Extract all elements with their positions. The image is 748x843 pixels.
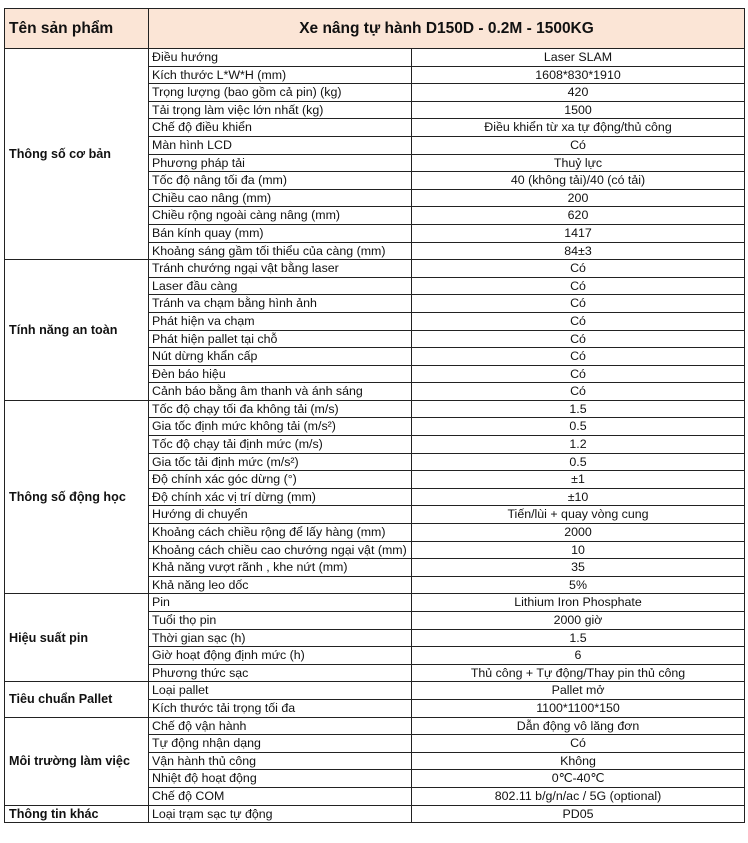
group-label: Tiêu chuẩn Pallet [5,682,149,717]
spec-parameter: Tốc độ chạy tải định mức (m/s) [149,436,412,454]
group-label: Hiệu suất pin [5,594,149,682]
header-row [5,9,745,49]
spec-value: 2000 [412,524,745,542]
spec-value: Tiến/lùi + quay vòng cung [412,506,745,524]
spec-parameter: Tránh chướng ngại vật bằng laser [149,260,412,278]
spec-value: PD05 [412,805,745,823]
spec-parameter: Phát hiện va chạm [149,312,412,330]
spec-parameter: Tự động nhận dạng [149,735,412,753]
spec-value: Có [412,312,745,330]
spec-parameter: Chế độ COM [149,787,412,805]
spec-parameter: Thời gian sạc (h) [149,629,412,647]
group-label: Thông số động học [5,400,149,594]
spec-parameter: Loại pallet [149,682,412,700]
spec-parameter: Kích thước tải trọng tối đa [149,699,412,717]
spec-value: 2000 giờ [412,612,745,630]
table-row [5,805,745,823]
spec-value: Có [412,348,745,366]
spec-parameter: Chế độ vận hành [149,717,412,735]
product-title: Xe nâng tự hành D150D - 0.2M - 1500KG [149,9,745,49]
spec-value: Laser SLAM [412,49,745,67]
spec-value: Có [412,277,745,295]
spec-value: 1608*830*1910 [412,66,745,84]
spec-parameter: Tốc độ chạy tối đa không tải (m/s) [149,400,412,418]
spec-parameter: Gia tốc định mức không tải (m/s²) [149,418,412,436]
spec-value: Thuỷ lực [412,154,745,172]
spec-parameter: Khoảng cách chiều rộng để lấy hàng (mm) [149,524,412,542]
spec-parameter: Tốc độ nâng tối đa (mm) [149,172,412,190]
spec-value: Có [412,330,745,348]
spec-value: 35 [412,559,745,577]
spec-value: 0℃-40℃ [412,770,745,788]
spec-parameter: Loại trạm sạc tự động [149,805,412,823]
spec-value: 420 [412,84,745,102]
spec-value: Có [412,365,745,383]
spec-value: 802.11 b/g/n/ac / 5G (optional) [412,787,745,805]
spec-parameter: Khả năng vượt rãnh , khe nứt (mm) [149,559,412,577]
spec-parameter: Chiều cao nâng (mm) [149,189,412,207]
spec-parameter: Tải trọng làm việc lớn nhất (kg) [149,101,412,119]
spec-parameter: Laser đầu càng [149,277,412,295]
spec-parameter: Chế độ điều khiển [149,119,412,137]
spec-value: 40 (không tải)/40 (có tải) [412,172,745,190]
spec-table [4,8,745,823]
spec-value: Không [412,752,745,770]
spec-parameter: Chiều rộng ngoài càng nâng (mm) [149,207,412,225]
group-label: Thông tin khác [5,805,149,823]
spec-value: Thủ công + Tự động/Thay pin thủ công [412,664,745,682]
spec-value: Điều khiển từ xa tự động/thủ công [412,119,745,137]
spec-parameter: Tránh va chạm bằng hình ảnh [149,295,412,313]
spec-value: 1417 [412,224,745,242]
spec-parameter: Pin [149,594,412,612]
spec-value: Lithium Iron Phosphate [412,594,745,612]
spec-parameter: Giờ hoạt động định mức (h) [149,647,412,665]
spec-value: 84±3 [412,242,745,260]
spec-value: 1.2 [412,436,745,454]
spec-parameter: Bán kính quay (mm) [149,224,412,242]
spec-value: 5% [412,576,745,594]
spec-value: 620 [412,207,745,225]
spec-parameter: Kích thước L*W*H (mm) [149,66,412,84]
spec-body [5,49,745,823]
table-row [5,594,745,612]
spec-value: 200 [412,189,745,207]
spec-parameter: Độ chính xác góc dừng (°) [149,471,412,489]
spec-value: Pallet mở [412,682,745,700]
table-row [5,49,745,67]
spec-parameter: Phát hiện pallet tại chỗ [149,330,412,348]
spec-value: Có [412,383,745,401]
spec-value: Có [412,735,745,753]
spec-parameter: Phương pháp tải [149,154,412,172]
spec-parameter: Độ chính xác vị trí dừng (mm) [149,488,412,506]
spec-parameter: Khoảng sáng gầm tối thiểu của càng (mm) [149,242,412,260]
spec-value: 1.5 [412,629,745,647]
spec-value: ±1 [412,471,745,489]
spec-value: Có [412,136,745,154]
group-label: Môi trường làm việc [5,717,149,805]
spec-parameter: Tuổi thọ pin [149,612,412,630]
table-row [5,682,745,700]
spec-parameter: Trọng lượng (bao gồm cả pin) (kg) [149,84,412,102]
spec-value: 1500 [412,101,745,119]
group-label: Thông số cơ bản [5,49,149,260]
spec-parameter: Nhiệt độ hoạt động [149,770,412,788]
spec-value: 1100*1100*150 [412,699,745,717]
spec-parameter: Khả năng leo dốc [149,576,412,594]
spec-value: 0.5 [412,418,745,436]
table-row [5,260,745,278]
spec-parameter: Cảnh báo bằng âm thanh và ánh sáng [149,383,412,401]
table-row [5,400,745,418]
spec-parameter: Nút dừng khẩn cấp [149,348,412,366]
group-label: Tính năng an toàn [5,260,149,401]
spec-value: 6 [412,647,745,665]
spec-parameter: Vận hành thủ công [149,752,412,770]
spec-value: 10 [412,541,745,559]
product-name-header: Tên sản phẩm [5,9,149,49]
spec-parameter: Đèn báo hiệu [149,365,412,383]
spec-value: ±10 [412,488,745,506]
spec-value: 0.5 [412,453,745,471]
spec-value: Dẫn động vô lăng đơn [412,717,745,735]
spec-parameter: Khoảng cách chiều cao chướng ngại vật (mm) [149,541,412,559]
table-row [5,717,745,735]
spec-parameter: Gia tốc tải định mức (m/s²) [149,453,412,471]
spec-parameter: Điều hướng [149,49,412,67]
spec-parameter: Phương thức sạc [149,664,412,682]
spec-value: 1.5 [412,400,745,418]
spec-value: Có [412,295,745,313]
spec-parameter: Màn hình LCD [149,136,412,154]
spec-parameter: Hướng di chuyển [149,506,412,524]
spec-value: Có [412,260,745,278]
